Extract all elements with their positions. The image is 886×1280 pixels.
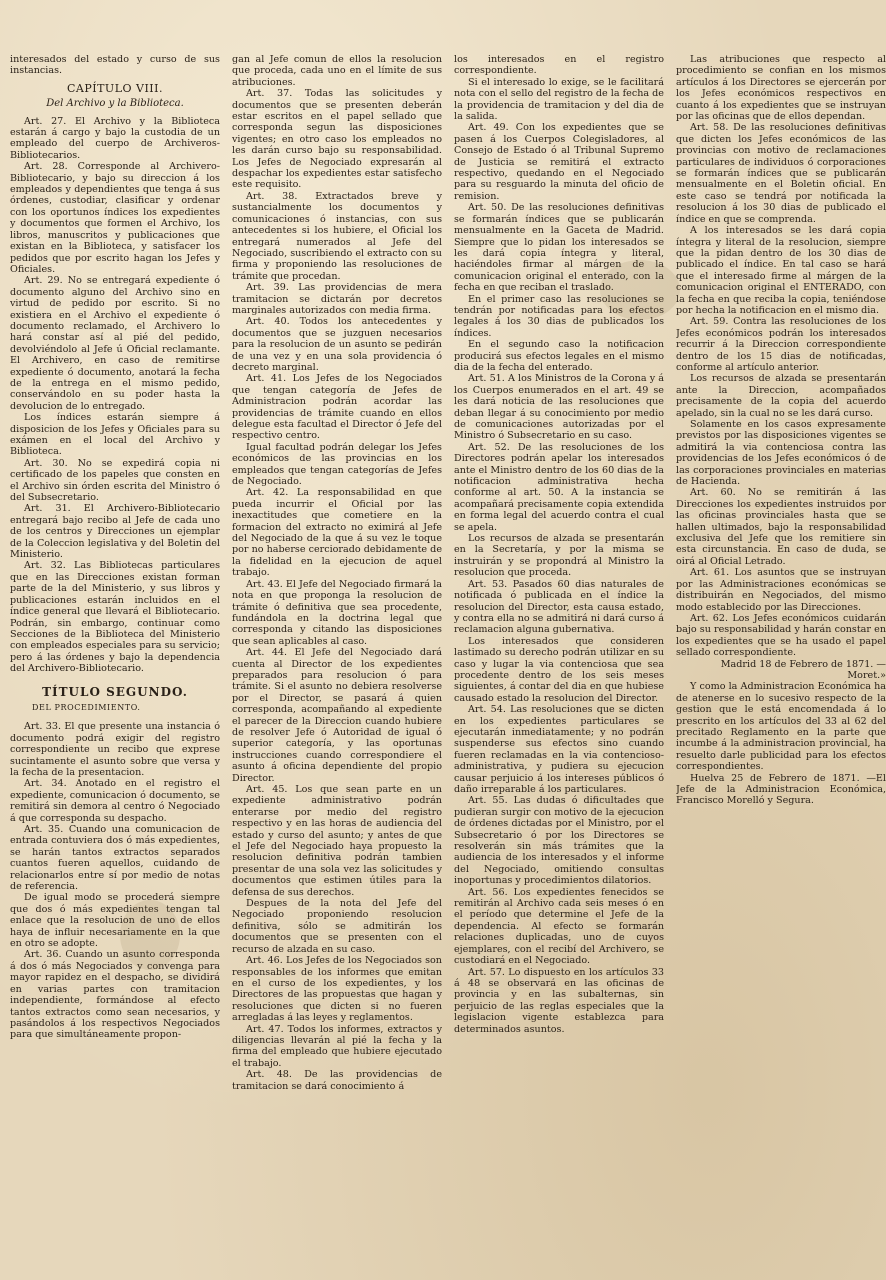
article-59: Art. 59. Contra las resoluciones de los Jefes económicos podrán los interesados recurrir á la Direccion correspondiente dentro de los 15 dias de notificadas, conforme al artículo anterior. xyxy=(676,316,886,373)
article-44: Art. 44. El Jefe del Negociado dará cuenta al Director de los expedientes preparados para resolucion ó para trámite. Si el asunto no debiera resolverse por el Director, se pasará á quien corresponda, acompañando al expediente el parecer de la Direccion cuando hubiere de resolver Jefe ó Autoridad de igual ó superior categoría, y las oportunas instrucciones cuando correspondiere el asunto á oficina dependiente del propio Director. xyxy=(232,647,442,784)
article-50: Art. 50. De las resoluciones definitivas se formarán índices que se publicarán mensualmente en la Gaceta de Madrid. Siempre que lo pidan los interesados se les dará copia íntegra y literal, haciéndoles firmar al márgen de la comunicacion original el enterado, con la fecha en que reciban el traslado. xyxy=(454,202,664,294)
paragraph: Los índices estarán siempre á disposicion de los Jefes y Oficiales para su exámen en el local del Archivo y Biblioteca. xyxy=(10,412,220,458)
paragraph: De igual modo se procederá siempre que dos ó más expedientes tengan tal enlace que la resolucion de uno de ellos haya de influir necesariamente en la que en otro se adopte. xyxy=(10,892,220,950)
article-38: Art. 38. Extractados breve y sustancialmente los documentos y comunicaciones ó instancias, con sus antecedentes si los hubiere, el Oficial los entregará numerados al Jefe del Negociado, suscribiendo el extracto con su firma y proponiendo las resoluciones de trámite que procedan. xyxy=(232,190,442,282)
article-51: Art. 51. A los Ministros de la Corona y á los Cuerpos enumerados en el art. 49 se les dará noticia de las resoluciones que deban llegar á su conocimiento por medio de comunicaciones autorizadas por el Ministro ó Subsecretario en su caso. xyxy=(454,373,664,442)
article-36: Art. 36. Cuando un asunto corresponda á dos ó más Negociados y convenga para mayor rapidez en el despacho, se dividirá en varias partes con tramitacion independiente, formándose al efecto tantos extractos como sean necesarios, y pasándolos á los respectivos Negociados para que simultáneamente propon- xyxy=(10,949,220,1041)
chapter-title: CAPÍTULO VIII. xyxy=(66,81,163,95)
article-27: Art. 27. El Archivo y la Biblioteca estarán á cargo y bajo la custodia de un empleado del cuerpo de Archiveros-Bibliotecarios. xyxy=(10,115,220,161)
paragraph: A los interesados se les dará copia íntegra y literal de la resolucion, siempre que la pidan dentro de los 30 dias de publicado el índice. En tal caso se hará que el interesado firme al márgen de la comunicacion original el ENTERADO, con la fecha en que reciba la copia, teniéndose por hecha la notificacion en el mismo dia. xyxy=(676,225,886,316)
column-4 xyxy=(676,54,886,1270)
article-49: Art. 49. Con los expedientes que se pasen á los Cuerpos Colegisladores, al Consejo de Estado ó al Tribunal Supremo de Justicia se remitirá el extracto respectivo, quedando en el Negociado para su resguardo la minuta del oficio de remision. xyxy=(454,122,664,202)
article-60: Art. 60. No se remitirán á las Direcciones los expedientes instruidos por las oficinas provinciales hasta que se hallen ultimados, bajo la responsabilidad exclusiva del Jefe que los remitiere sin esta circunstancia. En caso de duda, se oirá al Oficial Letrado. xyxy=(676,487,886,567)
paragraph: Igual facultad podrán delegar los Jefes económicos de las provincias en los empleados que tengan categorías de Jefes de Negociado. xyxy=(232,441,442,488)
paragraph: los interesados en el registro correspondiente. xyxy=(454,54,664,77)
article-40: Art. 40. Todos los antecedentes y documentos que se juzguen necesarios para la resolucion de un asunto se pedirán de una vez y en una sola providencia ó decreto marginal. xyxy=(232,316,442,373)
closing-paragraph: Y como la Administracion Económica ha de atenerse en lo sucesivo respecto de la gestion que le está encomendada á lo prescrito en los artículos del 33 al 62 del precitado Reglamento en la parte que incumbe á la administracion provincial, ha resuelto darle publicidad para los efectos correspondientes. xyxy=(676,681,886,773)
paper-stain xyxy=(600,260,680,320)
article-48: Art. 48. De las providencias de tramitacion se dará conocimiento á xyxy=(232,1069,442,1092)
paragraph: Los recursos de alzada se presentarán ante la Direccion, acompañados precisamente de la copia del acuerdo apelado, sin la cual no se les dará curso. xyxy=(676,373,886,419)
chapter-subtitle: Del Archivo y la Biblioteca. xyxy=(46,98,184,110)
article-45: Art. 45. Los que sean parte en un expediente administrativo podrán enterarse por medio del registro respectivo y en las horas de audiencia del estado y curso del asunto; y antes de que el Jefe del Negociado haya propuesto la resolucion definitiva podrán tambien presentar de una sola vez las solicitudes y documentos que estimen útiles para la defensa de sus derechos. xyxy=(232,784,442,898)
article-52: Art. 52. De las resoluciones de los Directores podrán apelar los interesados ante el Ministro dentro de los 60 dias de la notificacion administrativa hecha conforme al art. 50. A la instancia se acompañará precisamente copia extendida en forma legal del acuerdo contra el cual se apela. xyxy=(454,441,664,533)
paragraph: gan al Jefe comun de ellos la resolucion que proceda, cada uno en el límite de sus atribuciones. xyxy=(232,54,442,88)
paragraph: Despues de la nota del Jefe del Negociado proponiendo resolucion definitiva, sólo se admitirán los documentos que se presenten con el recurso de alzada en su caso. xyxy=(232,898,442,955)
article-46: Art. 46. Los Jefes de los Negociados son responsables de los informes que emitan en el curso de los expedientes, y los Directores de las propuestas que hagan y resoluciones que dicten si no fueren arregladas á las leyes y reglamentos. xyxy=(232,955,442,1024)
paragraph: interesados del estado y curso de sus instancias. xyxy=(10,54,220,77)
article-28: Art. 28. Corresponde al Archivero-Bibliotecario, y bajo su direccion á los empleados y dependientes que tenga á sus órdenes, custodiar, clasificar y ordenar con los oportunos índices los expedientes y documentos que formen el Archivo, los libros, manuscritos y publicaciones que existan en la Biblioteca, y satisfacer los pedidos que por escrito hagan los Jefes y Oficiales. xyxy=(10,161,220,275)
column-3 xyxy=(454,54,664,1270)
text-columns xyxy=(10,54,886,1270)
article-56: Art. 56. Los expedientes fenecidos se remitirán al Archivo cada seis meses ó en el período que determine el Jefe de la dependencia. Al efecto se formarán relaciones duplicadas, uno de cuyos ejemplares, con el recibí del Archivero, se custodiará en el Negociado. xyxy=(454,886,664,967)
article-61: Art. 61. Los asuntos que se instruyan por las Administraciones económicas se distribuirán en Negociados, del mismo modo establecido por las Direcciones. xyxy=(676,567,886,613)
column-2 xyxy=(232,54,442,1270)
article-42: Art. 42. La responsabilidad en que pueda incurrir el Oficial por las inexactitudes que cometiere en la formacion del extracto no eximirá al Jefe del Negociado de la que á su vez le toque por no haberse cerciorado debidamente de la fidelidad en la ejecucion de aquel trabajo. xyxy=(232,487,442,579)
paragraph: En el segundo caso la notificacion producirá sus efectos legales en el mismo dia de la fecha del enterado. xyxy=(454,339,664,373)
article-34: Art. 34. Anotado en el registro el expediente, comunicacion ó documento, se remitirá sin demora al centro ó Negociado á que corresponda su despacho. xyxy=(10,778,220,824)
article-58: Art. 58. De las resoluciones definitivas que dicten los Jefes económicos de las provincias con motivo de reclamaciones particulares de individuos ó corporaciones se formarán índices que se publicarán mensualmente en el Boletin oficial. En este caso se tendrá por notificada la resolucion á los 30 dias de publicado el índice en que se comprenda. xyxy=(676,122,886,225)
article-62: Art. 62. Los Jefes económicos cuidarán bajo su responsabilidad y harán constar en los expedientes que se ha usado el papel sellado correspondiente. xyxy=(676,612,886,659)
article-39: Art. 39. Las providencias de mera tramitacion se dictarán por decretos marginales autorizados con media firma. xyxy=(232,282,442,316)
article-31: Art. 31. El Archivero-Bibliotecario entregará bajo recibo al Jefe de cada uno de los centros y Direcciones un ejemplar de la Coleccion legislativa y del Boletin del Ministerio. xyxy=(10,503,220,561)
article-57: Art. 57. Lo dispuesto en los artículos 33 á 48 se observará en las oficinas de provincia y en las subalternas, sin perjuicio de las reglas especiales que la legislacion vigente establezca para determinados asuntos. xyxy=(454,966,664,1035)
article-55: Art. 55. Las dudas ó dificultades que pudieran surgir con motivo de la ejecucion de órdenes dictadas por el Ministro, por el Subsecretario ó por los Directores se resolverán sin más trámites que la audiencia de los interesados y el informe del Negociado, omitiendo consultas inoportunas y procedimientos dilatorios. xyxy=(454,795,664,887)
article-33: Art. 33. El que presente una instancia ó documento podrá exigir del registro correspondiente un recibo que exprese sucintamente el asunto sobre que versa y la fecha de la presentacion. xyxy=(10,721,220,778)
article-32: Art. 32. Las Bibliotecas particulares que en las Direcciones existan forman parte de la del Ministerio, y sus libros y publicaciones estarán incluidos en el índice general que llevará el Bibliotecario. Podrán, sin embargo, continuar como Secciones de la Biblioteca del Ministerio con empleados especiales para su servicio; pero á las órdenes y bajo la dependencia del Archivero-Bibliotecario. xyxy=(10,560,220,675)
paper-stain xyxy=(120,900,180,970)
article-37: Art. 37. Todas las solicitudes y documentos que se presenten deberán estar escritos en el papel sellado que corresponda segun las disposiciones vigentes; en otro caso los empleados no les darán curso bajo su responsabilidad. Los Jefes de Negociado expresarán al despachar los expedientes estar satisfecho este requisito. xyxy=(232,88,442,191)
paragraph: Solamente en los casos expresamente previstos por las disposiciones vigentes se admitirá la via contenciosa contra las providencias de los Jefes económicos ó de las corporaciones provinciales en materias de Hacienda. xyxy=(676,419,886,488)
date-line: Madrid 18 de Febrero de 1871. —Moret.» xyxy=(720,658,886,681)
article-29: Art. 29. No se entregará expediente ó documento alguno del Archivo sino en virtud de pedido por escrito. Si no existiera en el Archivo el expediente ó documento reclamado, el Archivero lo hará constar así al pié del pedido, devolviéndolo al Jefe ú Oficial reclamante. El Archivero, en caso de remitirse expediente ó documento, anotará la fecha de la entrega en el mismo pedido, conservándolo en su poder hasta la devolucion de lo entregado. xyxy=(10,275,220,412)
paragraph: Los recursos de alzada se presentarán en la Secretaría, y por la misma se instruirán y se propondrá al Ministro la resolucion que proceda. xyxy=(454,533,664,579)
paragraph: Las atribuciones que respecto al procedimiento se confian en los mismos artículos á los Directores se ejercerán por los Jefes económicos respectivos en cuanto á los expedientes que se instruyan por las oficinas que de ellos dependan. xyxy=(676,54,886,123)
paragraph: Si el interesado lo exige, se le facilitará nota con el sello del registro de la fecha de la providencia de tramitacion y del dia de la salida. xyxy=(454,76,664,123)
section-subtitle: DEL PROCEDIMIENTO. xyxy=(32,702,141,712)
article-30: Art. 30. No se expedirá copia ni certificado de los papeles que consten en el Archivo sin órden escrita del Ministro ó del Subsecretario. xyxy=(10,457,220,504)
column-1 xyxy=(10,54,220,1270)
article-43: Art. 43. El Jefe del Negociado firmará la nota en que proponga la resolucion de trámite ó definitiva que sea procedente, fundándola en la doctrina legal que corresponda y citando las disposiciones que sean aplicables al caso. xyxy=(232,578,442,647)
paragraph: Los interesados que consideren lastimado su derecho podrán utilizar en su caso y lugar la via contenciosa que sea procedente dentro de los seis meses siguientes, á contar del dia en que hubiese causado estado la resolucion del Director. xyxy=(454,635,664,704)
signature: Huelva 25 de Febrero de 1871. —El Jefe de la Administracion Económica, Francisco Morelló y Segura. xyxy=(676,772,886,807)
article-54: Art. 54. Las resoluciones que se dicten en los expedientes particulares se ejecutarán inmediatamente; y no podrán suspenderse sus efectos sino cuando fueren reclamadas en la via contencioso-administrativa, y pudiera su ejecucion causar perjuicio á los intereses públicos ó daño irreparable á los particulares. xyxy=(454,704,664,795)
section-title: TÍTULO SEGUNDO. xyxy=(42,684,188,699)
paragraph: En el primer caso las resoluciones se tendrán por notificadas para los efectos legales á los 30 dias de publicados los índices. xyxy=(454,293,664,339)
article-35: Art. 35. Cuando una comunicacion de entrada contuviera dos ó más expedientes, se harán tantos extractos separados cuantos fueren aquellos, cuidando de relacionarlos entre sí por medio de notas de referencia. xyxy=(10,824,220,893)
article-41: Art. 41. Los Jefes de los Negociados que tengan categoría de Jefes de Administracion podrán acordar las providencias de trámite cuando en ellos delegue esta facultad el Director ó Jefe del respectivo centro. xyxy=(232,373,442,442)
article-53: Art. 53. Pasados 60 dias naturales de notificada ó publicada en el índice la resolucion del Director, esta causa estado, y contra ella no se admitirá ni dará curso á reclamacion alguna gubernativa. xyxy=(454,578,664,636)
article-47: Art. 47. Todos los informes, extractos y diligencias llevarán al pié la fecha y la firma del empleado que hubiere ejecutado el trabajo. xyxy=(232,1023,442,1069)
